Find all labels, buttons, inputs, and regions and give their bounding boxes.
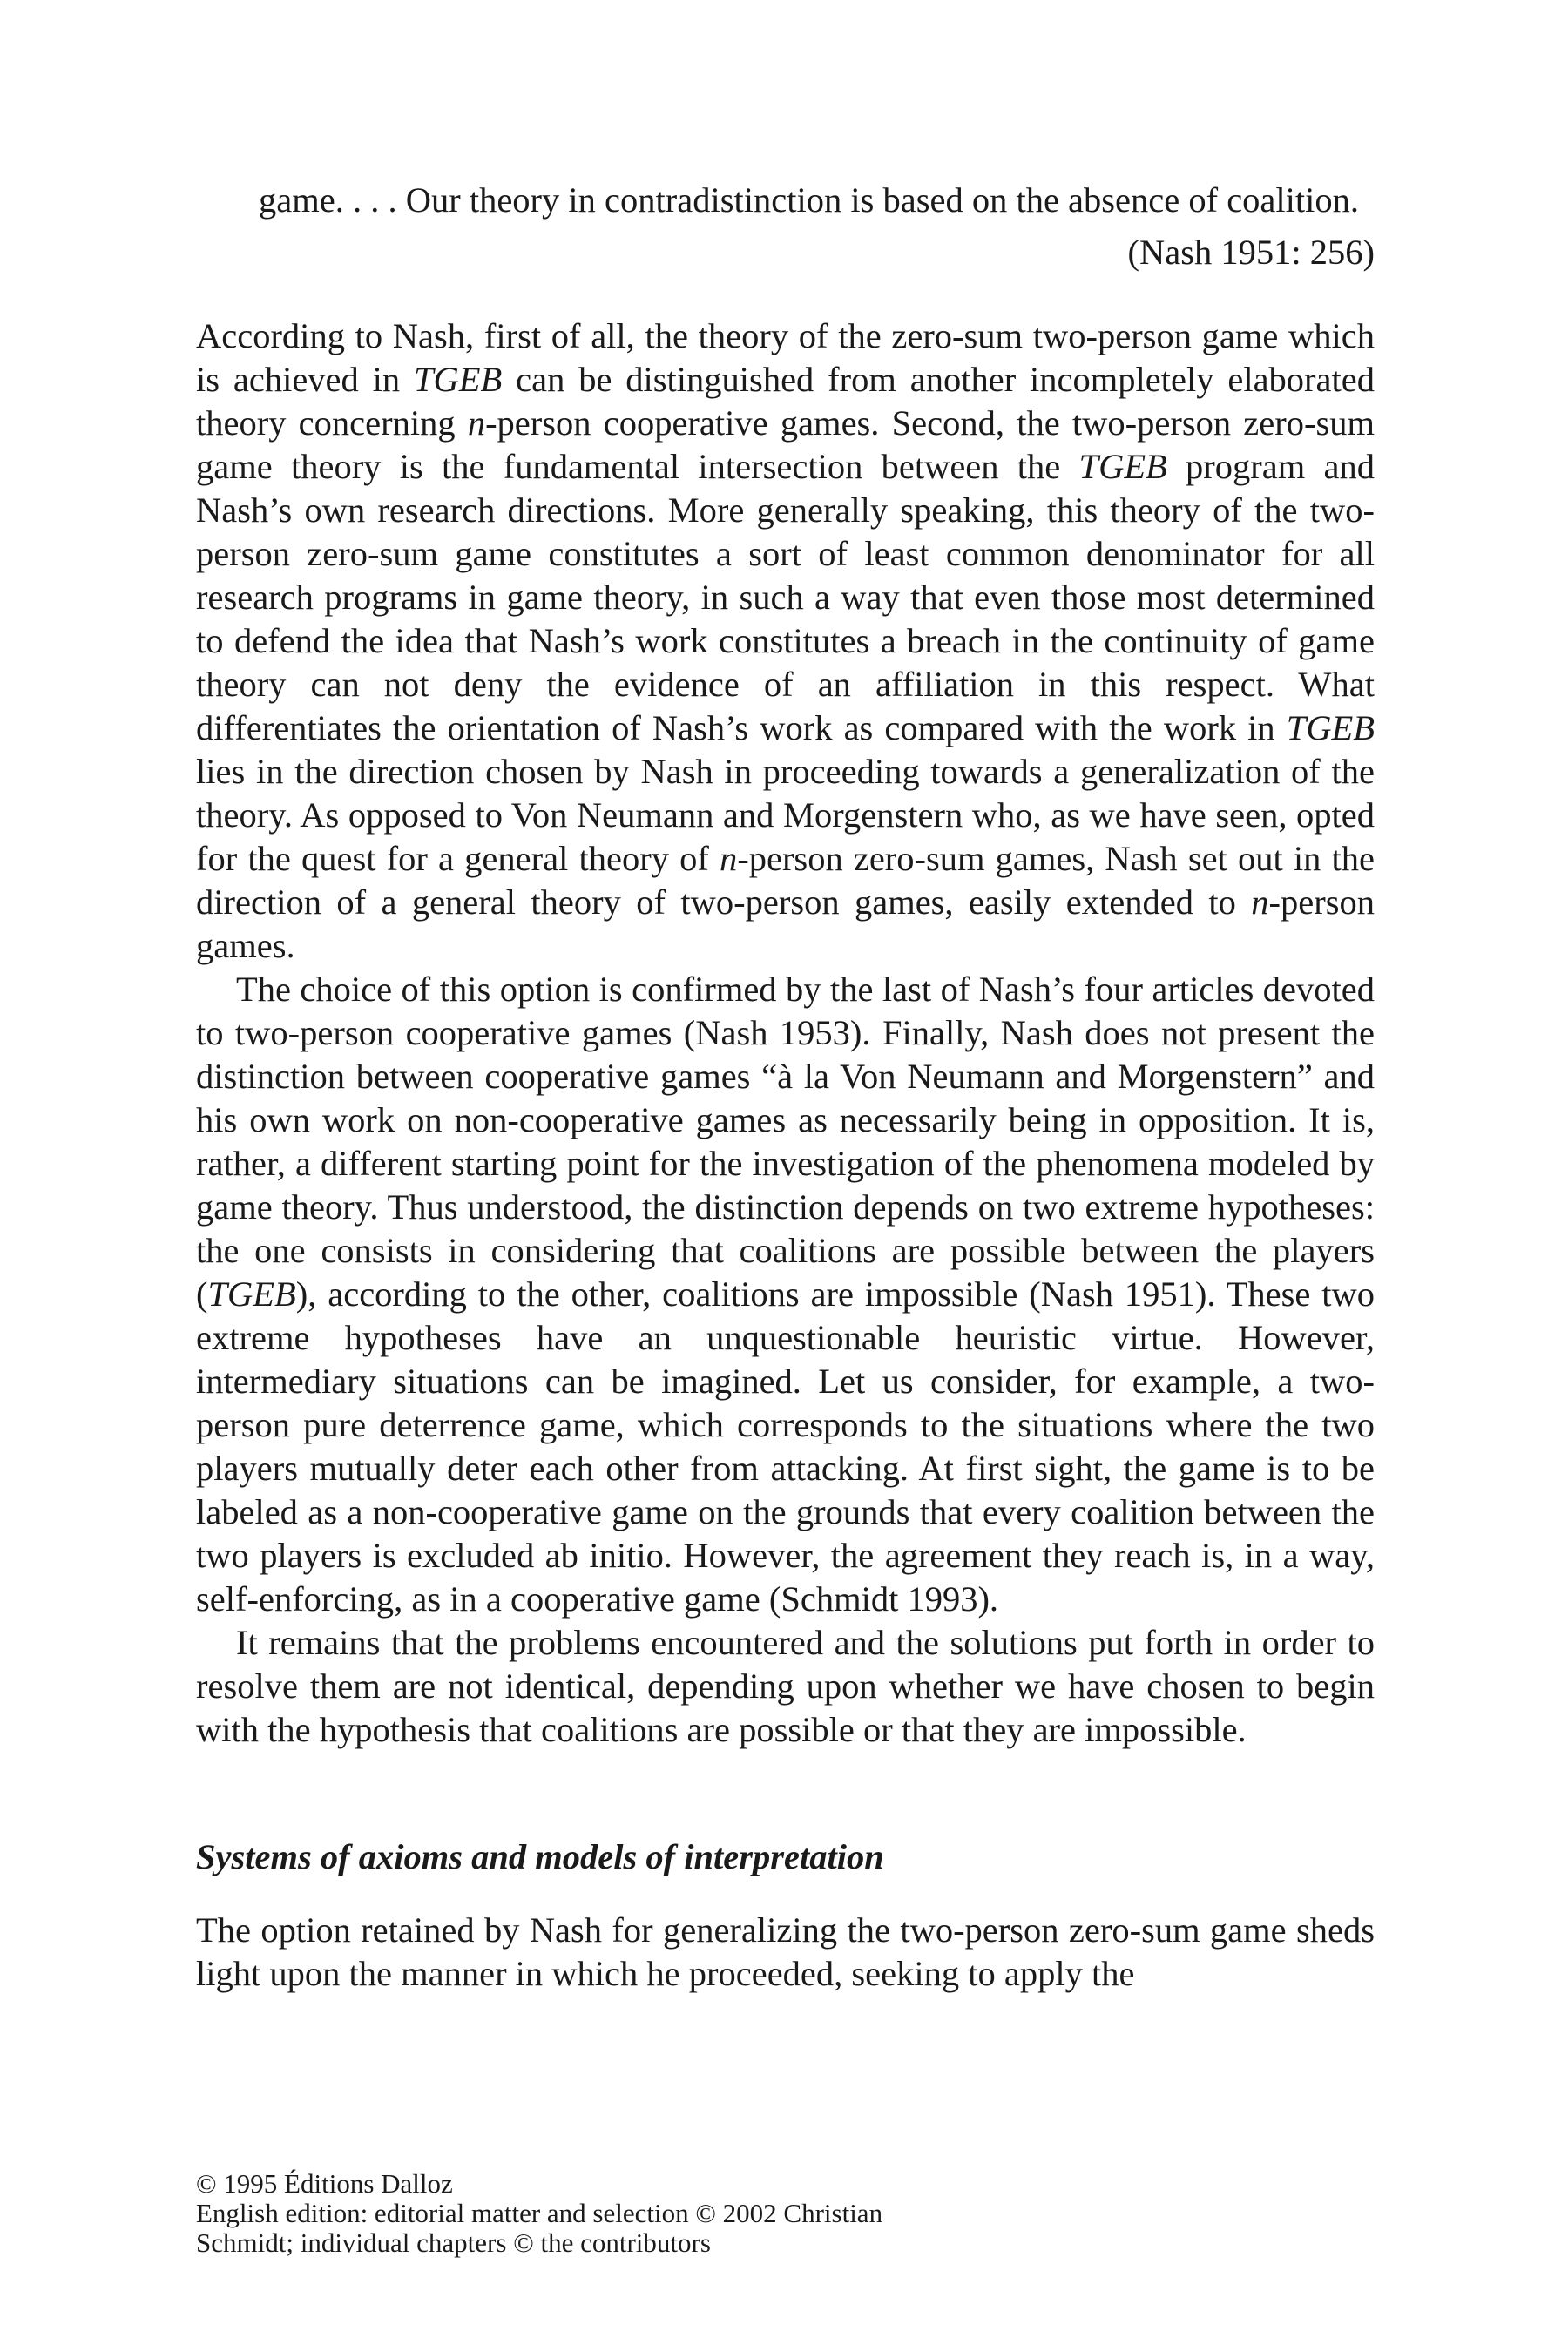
section-heading: Systems of axioms and models of interpretation [196, 1837, 884, 1876]
italic-term: TGEB [1078, 447, 1167, 486]
final-paragraph: The option retained by Nash for generalizing the two-person zero-sum game sheds light upon the manner in which he proceeded, seeking to apply the [196, 1910, 1375, 1993]
body-paragraph [196, 968, 1375, 1621]
italic-term: TGEB [207, 1274, 296, 1314]
text-run: It remains that the problems encountered and the solutions put forth in order to resolve them are not identical, depending upon whether we have chosen to begin with the hypothesis that coalitions are possible or that they are impossible. [196, 1623, 1375, 1749]
copyright-line-3: Schmidt; individual chapters © the contributors [196, 2227, 711, 2258]
text-run: -person zero-sum games, Nash set out in the direction of a general theory of two-person games, easily extended to [196, 839, 1375, 922]
copyright-line-2: English edition: editorial matter and selection © 2002 Christian [196, 2198, 883, 2228]
body-paragraph [196, 314, 1375, 968]
text-run: program and Nash’s own research directions. More generally speaking, this theory of the two-person zero-sum game constitutes a sort of least common denominator for all research programs in game theory, in such a way that even those most determined to defend the idea that Nash’s work constitutes a breach in the continuity of game theory can not deny the evidence of an affiliation in this respect. What differentiates the orientation of Nash’s work as compared with the work in [196, 447, 1375, 747]
body-paragraphs [196, 314, 1375, 1752]
text-run: -person games. [196, 882, 1375, 965]
text-run: lies in the direction chosen by Nash in proceeding towards a generalization of the theory. As opposed to Von Neumann and Morgenstern who, as we have seen, opted for the quest for a general theory of [196, 752, 1375, 878]
italic-term: TGEB [414, 360, 503, 399]
copyright-footer [196, 2169, 1375, 2258]
italic-term: n [1251, 882, 1269, 922]
text-run: can be distinguished from another incompletely elaborated theory concerning [196, 360, 1375, 443]
text-run: According to Nash, first of all, the theory of the zero-sum two-person game which is achieved in [196, 316, 1375, 399]
italic-term: n [719, 839, 738, 878]
text-run: ), according to the other, coalitions are impossible (Nash 1951). These two extreme hypotheses have an unquestionable heuristic virtue. However, intermediary situations can be imagined. Let us consider, for example, a two-person pure deterrence game, which corresponds to the situations where the two players mutually deter each other from attacking. At first sight, the game is to be labeled as a non-cooperative game on the grounds that every coalition between the two players is excluded ab initio. However, the agreement they reach is, in a way, self-enforcing, as in a cooperative game (Schmidt 1993). [196, 1274, 1375, 1619]
italic-term: TGEB [1286, 708, 1375, 747]
page-body [196, 179, 1375, 1996]
body-paragraph [196, 1621, 1375, 1752]
text-run: -person cooperative games. Second, the two-person zero-sum game theory is the fundamental intersection between the [196, 403, 1375, 486]
block-quote: game. . . . Our theory in contradistinction is based on the absence of coalition. [259, 180, 1360, 220]
italic-term: n [467, 403, 486, 443]
quote-citation: (Nash 1951: 256) [1127, 233, 1375, 272]
text-run: The choice of this option is confirmed by the last of Nash’s four articles devoted to two-person cooperative games (Nash 1953). Finally, Nash does not present the distinction between cooperative games “à la Von Neumann and Morgenstern” and his own work on non-cooperative games as necessarily being in opposition. It is, rather, a different starting point for the investigation of the phenomena modeled by game theory. Thus understood, the distinction depends on two extreme hypotheses: the one consists in considering that coalitions are possible between the players ( [196, 970, 1375, 1314]
copyright-line-1: © 1995 Éditions Dalloz [196, 2168, 453, 2199]
